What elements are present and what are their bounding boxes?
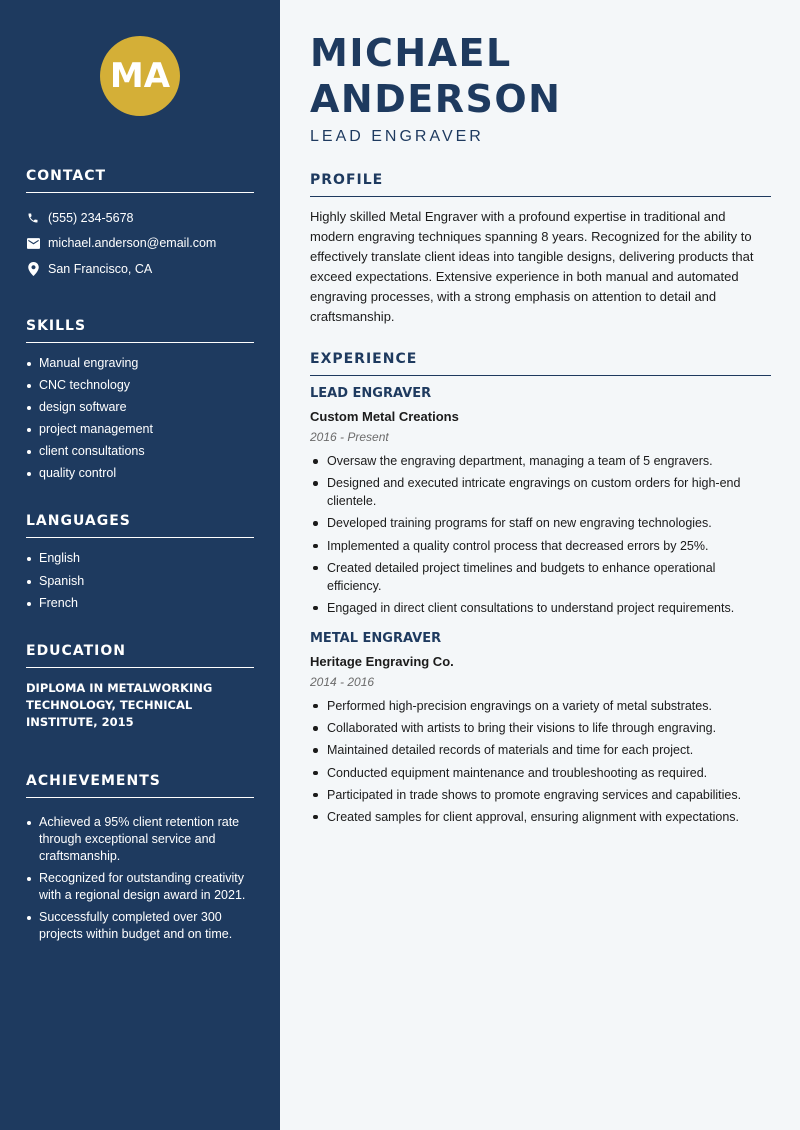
job-bullets xyxy=(310,697,771,826)
location-pin-icon xyxy=(26,262,40,276)
contact-phone xyxy=(26,205,254,231)
list-item: Spanish xyxy=(26,573,254,590)
avatar xyxy=(100,36,180,116)
list-item: Maintained detailed records of materials and time for each project. xyxy=(310,741,771,759)
list-item: Engaged in direct client consultations to understand project requirements. xyxy=(310,599,771,617)
profile-section xyxy=(310,172,771,327)
contact-phone-text: (555) 234-5678 xyxy=(48,210,134,225)
list-item: design software xyxy=(26,399,254,416)
achievements-section xyxy=(26,773,254,943)
list-item: Created detailed project timelines and budgets to enhance operational efficiency. xyxy=(310,559,771,595)
avatar-initials: MA xyxy=(109,56,171,96)
job-bullets xyxy=(310,452,771,617)
list-item: Conducted equipment maintenance and troubleshooting as required. xyxy=(310,764,771,782)
contact-section xyxy=(26,168,254,282)
list-item: Performed high-precision engravings on a variety of metal substrates. xyxy=(310,697,771,715)
list-item: Implemented a quality control process that decreased errors by 25%. xyxy=(310,537,771,555)
languages-section xyxy=(26,513,254,611)
education-heading: EDUCATION xyxy=(26,643,254,668)
list-item: Manual engraving xyxy=(26,355,254,372)
languages-list xyxy=(26,550,254,611)
contact-location-text: San Francisco, CA xyxy=(48,261,153,276)
list-item: project management xyxy=(26,421,254,438)
contact-email-text: michael.anderson@email.com xyxy=(48,236,217,251)
list-item: Collaborated with artists to bring their visions to life through engraving. xyxy=(310,719,771,737)
profile-heading: PROFILE xyxy=(310,172,771,197)
list-item: client consultations xyxy=(26,443,254,460)
mail-icon xyxy=(26,236,40,250)
job-title: METAL ENGRAVER xyxy=(310,630,442,646)
list-item: quality control xyxy=(26,465,254,482)
experience-heading: EXPERIENCE xyxy=(310,351,771,376)
list-item: Oversaw the engraving department, managing a team of 5 engravers. xyxy=(310,452,771,470)
contact-email xyxy=(26,231,254,257)
job-company: Heritage Engraving Co. xyxy=(310,653,454,669)
list-item: Participated in trade shows to promote engraving services and capabilities. xyxy=(310,786,771,804)
education-text: DIPLOMA IN METALWORKING TECHNOLOGY, TECHNICAL INSTITUTE, 2015 xyxy=(26,680,213,729)
list-item: Designed and executed intricate engravings on custom orders for high-end clientele. xyxy=(310,474,771,510)
list-item: Created samples for client approval, ensuring alignment with expectations. xyxy=(310,808,771,826)
list-item: Achieved a 95% client retention rate through exceptional service and craftsmanship. xyxy=(26,814,254,865)
candidate-role: LEAD ENGRAVER xyxy=(310,128,484,145)
contact-heading: CONTACT xyxy=(26,168,254,193)
list-item: Successfully completed over 300 projects within budget and on time. xyxy=(26,909,254,943)
sidebar xyxy=(0,0,280,1130)
list-item: Developed training programs for staff on new engraving technologies. xyxy=(310,514,771,532)
achievements-list xyxy=(26,814,254,943)
languages-heading: LANGUAGES xyxy=(26,513,254,538)
phone-icon xyxy=(26,211,40,225)
job-entry xyxy=(310,386,771,617)
experience-section xyxy=(310,351,771,826)
achievements-heading: ACHIEVEMENTS xyxy=(26,773,254,798)
main-content xyxy=(280,0,800,1130)
list-item: Recognized for outstanding creativity with a regional design award in 2021. xyxy=(26,870,254,904)
candidate-name: MICHAEL ANDERSON xyxy=(310,31,562,121)
job-dates: 2016 - Present xyxy=(310,430,389,444)
education-section xyxy=(26,643,254,731)
contact-location xyxy=(26,256,254,282)
skills-list xyxy=(26,355,254,483)
job-title: LEAD ENGRAVER xyxy=(310,386,432,401)
list-item: English xyxy=(26,550,254,567)
job-dates: 2014 - 2016 xyxy=(310,674,375,689)
job-company: Custom Metal Creations xyxy=(310,409,459,424)
skills-heading: SKILLS xyxy=(26,318,254,343)
skills-section xyxy=(26,318,254,483)
list-item: French xyxy=(26,595,254,612)
profile-text: Highly skilled Metal Engraver with a profound expertise in traditional and modern engraving techniques spanning 8 years. Recognized for the ability to effectively translate client ideas into tangible designs, delivering products that exceed expectations. Extensive experience in both manual and automated engraving processes, with a strong emphasis on attention to detail and craftsmanship. xyxy=(310,209,754,324)
list-item: CNC technology xyxy=(26,377,254,394)
job-entry xyxy=(310,631,771,826)
